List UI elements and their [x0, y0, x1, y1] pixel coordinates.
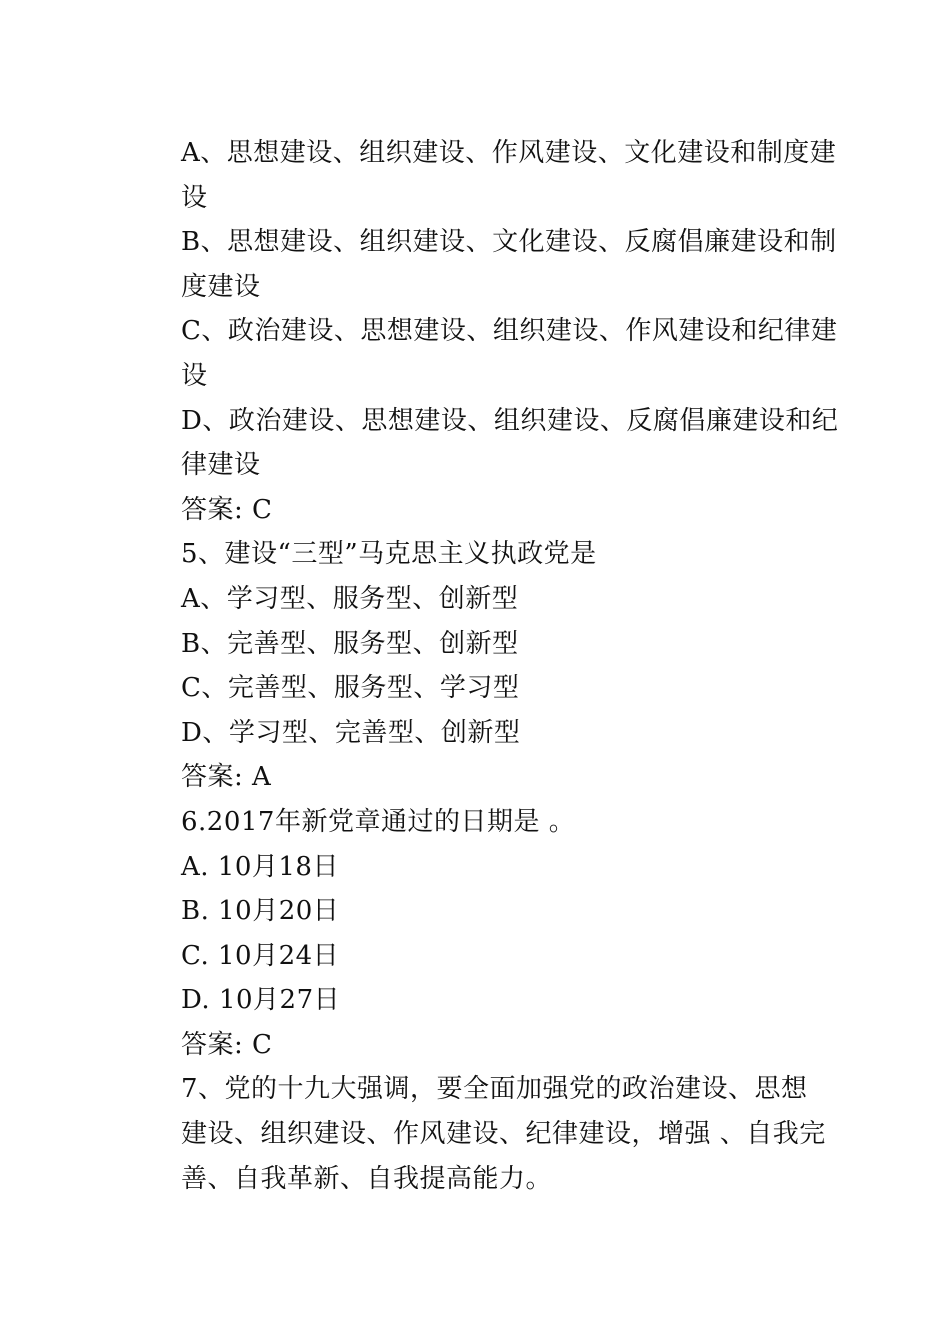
question-6-option-b: B. 10月20日	[181, 896, 340, 927]
question-5: 5、建设“三型”马克思主义执政党是	[181, 539, 597, 570]
option-c-line-1: C、政治建设、思想建设、组织建设、作风建设和纪律建	[181, 316, 838, 347]
question-5-option-d: D、学习型、完善型、创新型	[181, 717, 521, 748]
question-6-option-c: C. 10月24日	[181, 940, 340, 971]
question-7-line-3: 善、自我革新、自我提高能力。	[181, 1163, 553, 1194]
question-5-answer: 答案: A	[181, 762, 272, 793]
question-7-line-2: 建设、组织建设、作风建设、纪律建设，增强 、自我完	[181, 1119, 826, 1150]
option-c-line-2: 设	[181, 360, 208, 391]
question-5-option-a: A、学习型、服务型、创新型	[181, 583, 519, 614]
option-d-line-2: 律建设	[181, 450, 261, 481]
question-5-option-c: C、完善型、服务型、学习型	[181, 673, 520, 704]
answer-line: 答案: C	[181, 494, 273, 525]
question-6: 6.2017年新党章通过的日期是 。	[181, 806, 576, 837]
option-a-line-2: 设	[181, 182, 208, 213]
option-d-line-1: D、政治建设、思想建设、组织建设、反腐倡廉建设和纪	[181, 405, 839, 436]
option-b-line-1: B、思想建设、组织建设、文化建设、反腐倡廉建设和制	[181, 227, 837, 258]
question-7-line-1: 7、党的十九大强调，要全面加强党的政治建设、思想	[181, 1074, 808, 1105]
question-6-option-a: A. 10月18日	[181, 851, 339, 882]
option-b-line-2: 度建设	[181, 271, 261, 302]
question-text-block	[181, 131, 839, 1201]
option-a-line-1: A、思想建设、组织建设、作风建设、文化建设和制度建	[181, 138, 837, 168]
question-5-option-b: B、完善型、服务型、创新型	[181, 628, 519, 659]
question-6-answer: 答案: C	[181, 1029, 273, 1060]
question-6-option-d: D. 10月27日	[181, 985, 341, 1016]
